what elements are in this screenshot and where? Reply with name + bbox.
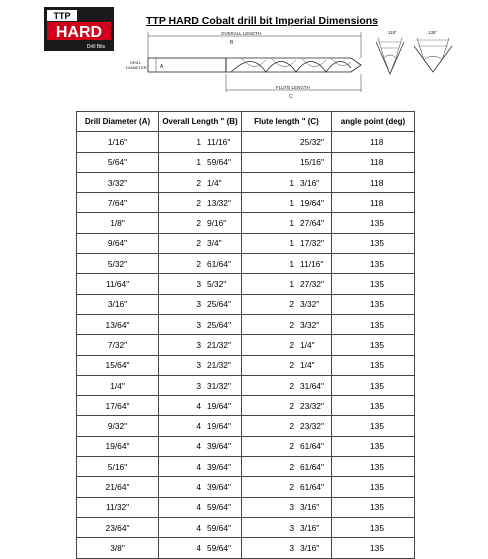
cell-overall-length bbox=[159, 375, 242, 395]
flute-length-fraction: 3/32" bbox=[300, 319, 320, 330]
overall-length-fraction: 5/32" bbox=[207, 279, 227, 290]
table-row bbox=[77, 254, 415, 274]
cell-angle-point: 135 bbox=[332, 213, 415, 233]
cell-drill-diameter: 7/32" bbox=[77, 335, 159, 355]
overall-length-fraction: 13/32" bbox=[207, 197, 231, 208]
cell-drill-diameter: 5/32" bbox=[77, 254, 159, 274]
table-row bbox=[77, 132, 415, 152]
cell-drill-diameter: 3/32" bbox=[77, 172, 159, 192]
overall-length-fraction: 25/64" bbox=[207, 319, 231, 330]
cell-drill-diameter: 9/32" bbox=[77, 416, 159, 436]
table-row bbox=[77, 172, 415, 192]
table-row bbox=[77, 213, 415, 233]
cell-overall-length bbox=[159, 193, 242, 213]
logo-top-text: TTP bbox=[53, 11, 71, 21]
overall-length-whole: 2 bbox=[196, 177, 201, 188]
cell-drill-diameter: 7/64" bbox=[77, 193, 159, 213]
flute-length-fraction: 61/64" bbox=[300, 441, 324, 452]
flute-length-whole: 3 bbox=[289, 522, 294, 533]
cell-drill-diameter: 1/8" bbox=[77, 213, 159, 233]
flute-length-fraction: 3/16" bbox=[300, 502, 320, 513]
cell-overall-length bbox=[159, 396, 242, 416]
header-angle-point: angle point (deg) bbox=[332, 112, 415, 132]
overall-length-whole: 2 bbox=[196, 197, 201, 208]
overall-length-whole: 3 bbox=[196, 319, 201, 330]
overall-length-fraction: 59/64" bbox=[207, 522, 231, 533]
overall-length-whole: 4 bbox=[196, 522, 201, 533]
cell-angle-point: 135 bbox=[332, 274, 415, 294]
overall-length-fraction: 11/16" bbox=[207, 136, 231, 147]
flute-length-whole: 2 bbox=[289, 441, 294, 452]
cell-overall-length bbox=[159, 355, 242, 375]
cell-overall-length bbox=[159, 436, 242, 456]
cell-overall-length bbox=[159, 152, 242, 172]
flute-length-whole: 2 bbox=[289, 299, 294, 310]
cell-drill-diameter: 9/64" bbox=[77, 233, 159, 253]
table-row bbox=[77, 538, 415, 558]
overall-length-fraction: 3/4" bbox=[207, 238, 222, 249]
flute-length-whole: 1 bbox=[289, 279, 294, 290]
drill-diameter-label-1: DRILL bbox=[130, 60, 142, 65]
cell-drill-diameter: 15/64" bbox=[77, 355, 159, 375]
drill-diameter-label-2: DIAMETER bbox=[126, 65, 147, 70]
overall-length-whole: 2 bbox=[196, 218, 201, 229]
logo-main-text: HARD bbox=[55, 24, 103, 41]
cell-angle-point: 118 bbox=[332, 172, 415, 192]
cell-flute-length bbox=[242, 294, 332, 314]
overall-length-whole: 1 bbox=[196, 136, 201, 147]
flute-length-fraction: 3/16" bbox=[300, 522, 320, 533]
cell-flute-length bbox=[242, 233, 332, 253]
cell-drill-diameter: 11/64" bbox=[77, 274, 159, 294]
flute-length-fraction: 1/4" bbox=[300, 360, 315, 371]
flute-length-fraction: 19/64" bbox=[300, 197, 324, 208]
table-row bbox=[77, 396, 415, 416]
overall-length-whole: 4 bbox=[196, 441, 201, 452]
cell-overall-length bbox=[159, 213, 242, 233]
flute-length-whole: 1 bbox=[289, 238, 294, 249]
overall-length-whole: 4 bbox=[196, 400, 201, 411]
flute-length-whole: 2 bbox=[289, 481, 294, 492]
flute-length-whole: 1 bbox=[289, 197, 294, 208]
cell-flute-length bbox=[242, 436, 332, 456]
cell-overall-length bbox=[159, 517, 242, 537]
overall-length-whole: 1 bbox=[196, 157, 201, 168]
cell-overall-length bbox=[159, 172, 242, 192]
flute-length-fraction: 61/64" bbox=[300, 461, 324, 472]
overall-length-fraction: 21/32" bbox=[207, 360, 231, 371]
flute-length-whole: 3 bbox=[289, 502, 294, 513]
drill-bit-diagram bbox=[126, 28, 466, 108]
table-header-row bbox=[77, 112, 415, 132]
overall-length-whole: 3 bbox=[196, 360, 201, 371]
flute-length-fraction: 3/16" bbox=[300, 177, 320, 188]
table-row bbox=[77, 477, 415, 497]
table-row bbox=[77, 517, 415, 537]
overall-length-fraction: 59/64" bbox=[207, 542, 231, 553]
flute-length-whole: 2 bbox=[289, 461, 294, 472]
table-row bbox=[77, 457, 415, 477]
cell-angle-point: 135 bbox=[332, 375, 415, 395]
cell-angle-point: 118 bbox=[332, 132, 415, 152]
cell-flute-length bbox=[242, 477, 332, 497]
cell-flute-length bbox=[242, 457, 332, 477]
table-row bbox=[77, 436, 415, 456]
cell-drill-diameter: 5/16" bbox=[77, 457, 159, 477]
ttp-hard-logo bbox=[44, 7, 114, 51]
cell-overall-length bbox=[159, 233, 242, 253]
cell-angle-point: 135 bbox=[332, 517, 415, 537]
flute-length-fraction: 25/32" bbox=[300, 136, 324, 147]
cell-flute-length bbox=[242, 375, 332, 395]
point-angle-135-icon bbox=[414, 30, 452, 72]
cell-angle-point: 135 bbox=[332, 355, 415, 375]
cell-drill-diameter: 21/64" bbox=[77, 477, 159, 497]
overall-length-fraction: 19/64" bbox=[207, 421, 231, 432]
cell-angle-point: 135 bbox=[332, 538, 415, 558]
table-row bbox=[77, 274, 415, 294]
flute-length-letter: C bbox=[289, 94, 293, 100]
cell-overall-length bbox=[159, 254, 242, 274]
diameter-letter: A bbox=[160, 64, 164, 70]
cell-angle-point: 135 bbox=[332, 233, 415, 253]
overall-length-fraction: 59/64" bbox=[207, 157, 231, 168]
cell-drill-diameter: 3/16" bbox=[77, 294, 159, 314]
cell-drill-diameter: 13/64" bbox=[77, 314, 159, 334]
flute-length-fraction: 23/32" bbox=[300, 421, 324, 432]
overall-length-whole: 2 bbox=[196, 258, 201, 269]
angle-135-label: 135° bbox=[428, 30, 438, 35]
flute-length-whole: 2 bbox=[289, 360, 294, 371]
cell-overall-length bbox=[159, 457, 242, 477]
flute-length-fraction: 27/32" bbox=[300, 279, 324, 290]
cell-angle-point: 135 bbox=[332, 294, 415, 314]
overall-length-whole: 3 bbox=[196, 339, 201, 350]
flute-length-whole: 2 bbox=[289, 339, 294, 350]
point-angle-118-icon bbox=[376, 30, 404, 74]
cell-flute-length bbox=[242, 213, 332, 233]
cell-flute-length bbox=[242, 396, 332, 416]
overall-length-fraction: 39/64" bbox=[207, 481, 231, 492]
cell-flute-length bbox=[242, 274, 332, 294]
cell-flute-length bbox=[242, 132, 332, 152]
flute-length-whole: 1 bbox=[289, 258, 294, 269]
cell-drill-diameter: 17/64" bbox=[77, 396, 159, 416]
cell-angle-point: 135 bbox=[332, 254, 415, 274]
cell-angle-point: 135 bbox=[332, 497, 415, 517]
cell-flute-length bbox=[242, 152, 332, 172]
cell-overall-length bbox=[159, 416, 242, 436]
overall-length-fraction: 21/32" bbox=[207, 339, 231, 350]
overall-length-label: OVERALL LENGTH bbox=[221, 31, 262, 36]
flute-length-fraction: 1/4" bbox=[300, 339, 315, 350]
cell-angle-point: 135 bbox=[332, 314, 415, 334]
cell-drill-diameter: 1/16" bbox=[77, 132, 159, 152]
cell-angle-point: 135 bbox=[332, 416, 415, 436]
cell-overall-length bbox=[159, 497, 242, 517]
cell-overall-length bbox=[159, 335, 242, 355]
cell-angle-point: 135 bbox=[332, 477, 415, 497]
overall-length-fraction: 31/32" bbox=[207, 380, 231, 391]
cell-drill-diameter: 1/4" bbox=[77, 375, 159, 395]
cell-drill-diameter: 3/8" bbox=[77, 538, 159, 558]
cell-angle-point: 118 bbox=[332, 193, 415, 213]
flute-length-fraction: 15/16" bbox=[300, 157, 324, 168]
header-flute-length: Flute length " (C) bbox=[242, 112, 332, 132]
cell-drill-diameter: 19/64" bbox=[77, 436, 159, 456]
flute-length-fraction: 23/32" bbox=[300, 400, 324, 411]
flute-length-whole: 1 bbox=[289, 177, 294, 188]
overall-length-whole: 2 bbox=[196, 238, 201, 249]
cell-overall-length bbox=[159, 132, 242, 152]
cell-overall-length bbox=[159, 274, 242, 294]
dimensions-table bbox=[76, 111, 415, 559]
cell-angle-point: 118 bbox=[332, 152, 415, 172]
flute-length-whole: 3 bbox=[289, 542, 294, 553]
flute-length-whole: 2 bbox=[289, 400, 294, 411]
cell-overall-length bbox=[159, 477, 242, 497]
table-row bbox=[77, 335, 415, 355]
overall-length-fraction: 1/4" bbox=[207, 177, 222, 188]
cell-overall-length bbox=[159, 538, 242, 558]
cell-angle-point: 135 bbox=[332, 457, 415, 477]
flute-length-whole: 2 bbox=[289, 319, 294, 330]
table-row bbox=[77, 294, 415, 314]
overall-length-fraction: 59/64" bbox=[207, 502, 231, 513]
cell-flute-length bbox=[242, 335, 332, 355]
cell-flute-length bbox=[242, 497, 332, 517]
cell-flute-length bbox=[242, 193, 332, 213]
overall-length-whole: 4 bbox=[196, 502, 201, 513]
overall-length-fraction: 39/64" bbox=[207, 461, 231, 472]
flute-length-fraction: 61/64" bbox=[300, 481, 324, 492]
flute-length-fraction: 31/64" bbox=[300, 380, 324, 391]
table-row bbox=[77, 375, 415, 395]
header-overall-length: Overall Length " (B) bbox=[159, 112, 242, 132]
cell-flute-length bbox=[242, 355, 332, 375]
table-row bbox=[77, 193, 415, 213]
overall-length-whole: 4 bbox=[196, 542, 201, 553]
cell-angle-point: 135 bbox=[332, 335, 415, 355]
overall-length-whole: 3 bbox=[196, 380, 201, 391]
cell-drill-diameter: 23/64" bbox=[77, 517, 159, 537]
cell-flute-length bbox=[242, 538, 332, 558]
overall-length-fraction: 9/16" bbox=[207, 218, 227, 229]
table-row bbox=[77, 314, 415, 334]
cell-drill-diameter: 11/32" bbox=[77, 497, 159, 517]
flute-length-fraction: 3/16" bbox=[300, 542, 320, 553]
cell-flute-length bbox=[242, 314, 332, 334]
cell-flute-length bbox=[242, 416, 332, 436]
table-row bbox=[77, 233, 415, 253]
overall-length-fraction: 61/64" bbox=[207, 258, 231, 269]
overall-length-fraction: 39/64" bbox=[207, 441, 231, 452]
overall-length-whole: 4 bbox=[196, 461, 201, 472]
flute-length-label: FLUTE LENGTH bbox=[276, 85, 310, 90]
table-row bbox=[77, 497, 415, 517]
cell-overall-length bbox=[159, 294, 242, 314]
overall-length-whole: 3 bbox=[196, 299, 201, 310]
flute-length-whole: 2 bbox=[289, 380, 294, 391]
cell-flute-length bbox=[242, 172, 332, 192]
page-title: TTP HARD Cobalt drill bit Imperial Dimensions bbox=[146, 15, 378, 27]
overall-length-whole: 4 bbox=[196, 481, 201, 492]
flute-length-whole: 2 bbox=[289, 421, 294, 432]
cell-angle-point: 135 bbox=[332, 396, 415, 416]
table-row bbox=[77, 152, 415, 172]
overall-length-fraction: 25/64" bbox=[207, 299, 231, 310]
overall-length-whole: 3 bbox=[196, 279, 201, 290]
table-row bbox=[77, 416, 415, 436]
angle-118-label: 118° bbox=[388, 30, 397, 35]
flute-length-whole: 1 bbox=[289, 218, 294, 229]
overall-length-whole: 4 bbox=[196, 421, 201, 432]
table-row bbox=[77, 355, 415, 375]
flute-length-fraction: 17/32" bbox=[300, 238, 324, 249]
logo-sub-text: Drill Bits bbox=[86, 44, 106, 50]
flute-length-fraction: 27/64" bbox=[300, 218, 324, 229]
cell-overall-length bbox=[159, 314, 242, 334]
cell-drill-diameter: 5/64" bbox=[77, 152, 159, 172]
overall-length-letter: B bbox=[230, 40, 234, 46]
overall-length-fraction: 19/64" bbox=[207, 400, 231, 411]
cell-flute-length bbox=[242, 517, 332, 537]
header-drill-diameter: Drill Diameter (A) bbox=[77, 112, 159, 132]
flute-length-fraction: 3/32" bbox=[300, 299, 320, 310]
cell-angle-point: 135 bbox=[332, 436, 415, 456]
cell-flute-length bbox=[242, 254, 332, 274]
flute-length-fraction: 11/16" bbox=[300, 258, 324, 269]
